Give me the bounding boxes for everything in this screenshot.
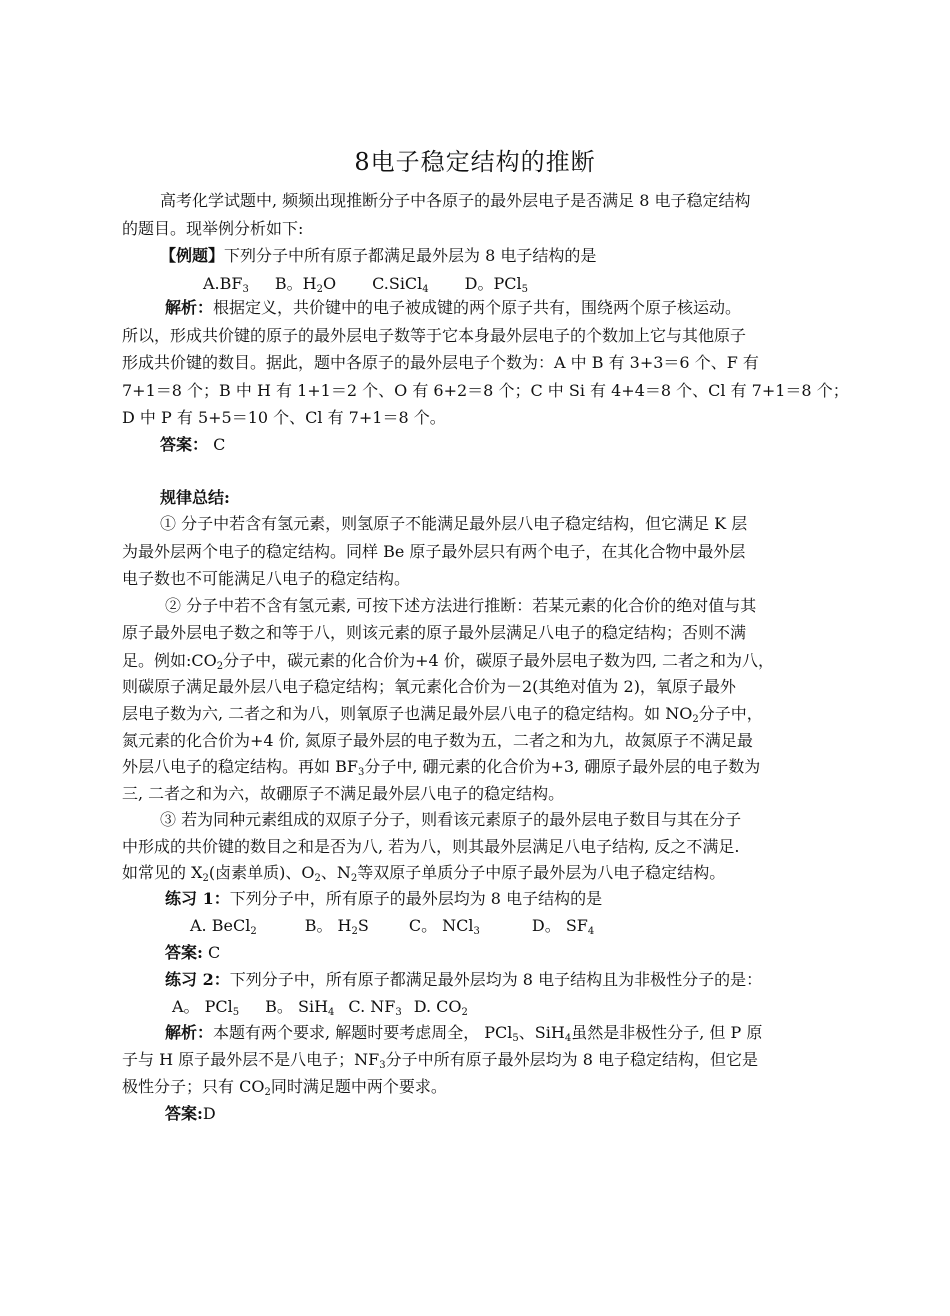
rule2-l3sub: 2 bbox=[216, 661, 224, 672]
ex1-question bbox=[165, 888, 875, 910]
ex1-answer bbox=[165, 942, 875, 964]
analysis-line-5: D 中 P 有 5+5＝10 个、Cl 有 7+1＝8 个。 bbox=[122, 408, 446, 427]
rule2-l5a: 层电子数为六, 二者之和为八，则氧原子也满足最外层八电子的稳定结构。如 NO bbox=[122, 704, 693, 723]
rule2-l3b: 分子中，碳元素的化合价为+4 价，碳原子最外层电子数为四, 二者之和为八， bbox=[223, 651, 774, 670]
summary-heading bbox=[160, 487, 870, 509]
option-b-sub: 2 bbox=[316, 284, 323, 295]
ex2-an2a: 子与 H 原子最外层不是八电子；NF bbox=[122, 1050, 380, 1069]
example-options bbox=[203, 273, 913, 295]
ex2-option-b: B。 SiH bbox=[265, 997, 329, 1016]
example-label: 【例题】 bbox=[160, 246, 225, 265]
analysis-text-1: 根据定义，共价键中的电子被成键的两个原子共有，围绕两个原子核运动。 bbox=[213, 298, 742, 317]
option-c-text: C.SiCl bbox=[372, 274, 423, 293]
rule2-line-5 bbox=[122, 703, 832, 725]
option-c bbox=[372, 274, 429, 293]
rule3-sub3: 2 bbox=[350, 873, 358, 884]
ex1-answer-value: C bbox=[202, 943, 221, 962]
rule2-line-3 bbox=[122, 650, 832, 672]
ex2-analysis-line-3 bbox=[122, 1076, 832, 1098]
ex2-an1a: 本题有两个要求, 解题时要考虑周全， PCl bbox=[213, 1023, 513, 1042]
rule2-line-4: 则碳原子满足最外层八电子稳定结构；氧元素化合价为－2(其绝对值为 2)，氧原子最外 bbox=[122, 677, 736, 696]
ex2-option-c: C. NF bbox=[348, 997, 396, 1016]
rule2-line-2: 原子最外层电子数之和等于八，则该元素的原子最外层满足八电子的稳定结构；否则不满 bbox=[122, 623, 747, 642]
rule3-line-2: 中形成的共价键的数目之和是否为八, 若为八，则其最外层满足八电子结构, 反之不满足. bbox=[122, 837, 740, 856]
rule1-line-3: 电子数也不可能满足八电子的稳定结构。 bbox=[122, 569, 411, 588]
rule3-sub1: 2 bbox=[202, 873, 209, 884]
rule3-line-1: ③ 若为同种元素组成的双原子分子，则看该元素原子的最外层电子数目与其在分子 bbox=[160, 810, 742, 829]
ex2-question-text: 下列分子中，所有原子都满足最外层均为 8 电子结构且为非极性分子的是： bbox=[229, 970, 763, 989]
rule2-l7sub: 3 bbox=[357, 767, 365, 778]
rule2-l7b: 分子中, 硼元素的化合价为+3, 硼原子最外层的电子数为 bbox=[364, 757, 761, 776]
option-d-sub: 5 bbox=[521, 284, 529, 295]
rule1-line-2: 为最外层两个电子的稳定结构。同样 Be 原子最外层只有两个电子，在其化合物中最外层 bbox=[122, 542, 746, 561]
ex1-option-b: B。 H bbox=[304, 916, 352, 935]
ex2-analysis-line-2 bbox=[122, 1049, 832, 1071]
ex2-option-a-sub: 5 bbox=[232, 1007, 240, 1018]
ex1-label: 练习 1： bbox=[165, 889, 230, 908]
option-b-post: O bbox=[322, 274, 337, 293]
analysis-line-1 bbox=[165, 297, 875, 319]
analysis-line-4: 7+1＝8 个；B 中 H 有 1+1＝2 个、O 有 6+2＝8 个；C 中 Si 有 4+4＝8 个、Cl 有 7+1＝8 个； bbox=[122, 381, 849, 400]
ex1-option-b-sub: 2 bbox=[351, 926, 358, 937]
ex2-an3a: 极性分子；只有 CO bbox=[122, 1077, 265, 1096]
ex2-an1c: 虽然是非极性分子, 但 P 原 bbox=[571, 1023, 763, 1042]
ex2-question bbox=[165, 969, 875, 991]
ex2-label: 练习 2： bbox=[165, 970, 230, 989]
analysis-line-3: 形成共价键的数目。据此，题中各原子的最外层电子个数为：A 中 B 有 3+3＝6 个、F 有 bbox=[122, 353, 759, 372]
rule3-l3b: (卤素单质)、O bbox=[208, 863, 315, 882]
example-question bbox=[160, 245, 870, 267]
ex2-options bbox=[172, 996, 882, 1018]
ex1-option-a: A. BeCl bbox=[190, 916, 251, 935]
rule2-line-7 bbox=[122, 756, 832, 778]
rule3-l3a: 如常见的 X bbox=[122, 863, 203, 882]
ex2-analysis-line-1 bbox=[165, 1022, 875, 1044]
ex2-an1sub2: 4 bbox=[564, 1033, 572, 1044]
ex1-option-c-sub: 3 bbox=[473, 926, 480, 937]
ex2-analysis-label: 解析： bbox=[165, 1023, 214, 1042]
option-d-text: D。PCl bbox=[464, 274, 522, 293]
option-a bbox=[203, 274, 249, 293]
option-b-text: B。H bbox=[274, 274, 317, 293]
rule2-line-8: 三, 二者之和为六，故硼原子不满足最外层八电子的稳定结构。 bbox=[122, 784, 565, 803]
ex1-answer-label: 答案: bbox=[165, 943, 203, 962]
rule1-line-1: ① 分子中若含有氢元素，则氢原子不能满足最外层八电子稳定结构，但它满足 K 层 bbox=[160, 514, 748, 533]
ex2-an1sub1: 5 bbox=[512, 1033, 519, 1044]
analysis-label: 解析： bbox=[165, 298, 214, 317]
rule3-sub2: 2 bbox=[314, 873, 321, 884]
intro-line-2: 的题目。现举例分析如下: bbox=[122, 219, 304, 238]
option-c-sub: 4 bbox=[422, 284, 429, 295]
ex2-option-d: D. CO bbox=[413, 997, 462, 1016]
option-a-sub: 3 bbox=[242, 284, 249, 295]
ex1-option-c: C。 NCl bbox=[408, 916, 474, 935]
analysis-line-2: 所以，形成共价键的原子的最外层电子数等于它本身最外层电子的个数加上它与其他原子 bbox=[122, 326, 747, 345]
answer-label: 答案： bbox=[160, 435, 209, 454]
ex2-an3sub: 2 bbox=[264, 1087, 271, 1098]
rule2-l5sub: 2 bbox=[692, 714, 699, 725]
page-title: 8电子稳定结构的推断 bbox=[354, 148, 596, 176]
ex2-an2sub: 3 bbox=[379, 1060, 386, 1071]
ex2-an2b: 分子中所有原子最外层均为 8 电子稳定结构，但它是 bbox=[385, 1050, 758, 1069]
ex1-option-d-sub: 4 bbox=[587, 926, 595, 937]
rule2-l5b: 分子中， bbox=[698, 704, 763, 723]
ex2-option-b-sub: 4 bbox=[328, 1007, 335, 1018]
example-question-text: 下列分子中所有原子都满足最外层为 8 电子结构的是 bbox=[224, 246, 597, 265]
ex1-option-a-sub: 2 bbox=[250, 926, 257, 937]
ex2-answer-label: 答案: bbox=[165, 1104, 203, 1123]
rule3-l3c: 、N bbox=[320, 863, 351, 882]
rule2-line-1: ② 分子中若不含有氢元素, 可按下述方法进行推断：若某元素的化合价的绝对值与其 bbox=[165, 596, 757, 615]
answer-value: C bbox=[213, 435, 226, 454]
ex2-option-a: A。 PCl bbox=[172, 997, 233, 1016]
ex2-answer bbox=[165, 1103, 875, 1125]
ex2-an1b: 、SiH bbox=[518, 1023, 565, 1042]
option-d bbox=[465, 274, 528, 293]
ex2-option-c-sub: 3 bbox=[395, 1007, 402, 1018]
ex2-option-d-sub: 2 bbox=[461, 1007, 468, 1018]
rule3-l3d: 等双原子单质分子中原子最外层为八电子稳定结构。 bbox=[357, 863, 726, 882]
ex2-answer-value: D bbox=[202, 1104, 216, 1123]
rule2-l3a: 足。例如:CO bbox=[122, 651, 217, 670]
option-b bbox=[275, 274, 336, 293]
rule2-line-6: 氮元素的化合价为+4 价, 氮原子最外层的电子数为五，二者之和为九，故氮原子不满足最 bbox=[122, 731, 753, 750]
ex1-options bbox=[190, 915, 900, 937]
ex1-option-b-post: S bbox=[357, 916, 369, 935]
intro-line-1: 高考化学试题中, 频频出现推断分子中各原子的最外层电子是否满足 8 电子稳定结构 bbox=[160, 191, 751, 210]
rule2-l7a: 外层八电子的稳定结构。再如 BF bbox=[122, 757, 358, 776]
example-answer bbox=[160, 434, 870, 456]
option-a-text: A.BF bbox=[203, 274, 243, 293]
ex2-an3b: 同时满足题中两个要求。 bbox=[270, 1077, 447, 1096]
summary-label: 规律总结: bbox=[160, 488, 230, 507]
rule3-line-3 bbox=[122, 862, 832, 884]
ex1-question-text: 下列分子中，所有原子的最外层均为 8 电子结构的是 bbox=[229, 889, 603, 908]
ex1-option-d: D。 SF bbox=[531, 916, 588, 935]
